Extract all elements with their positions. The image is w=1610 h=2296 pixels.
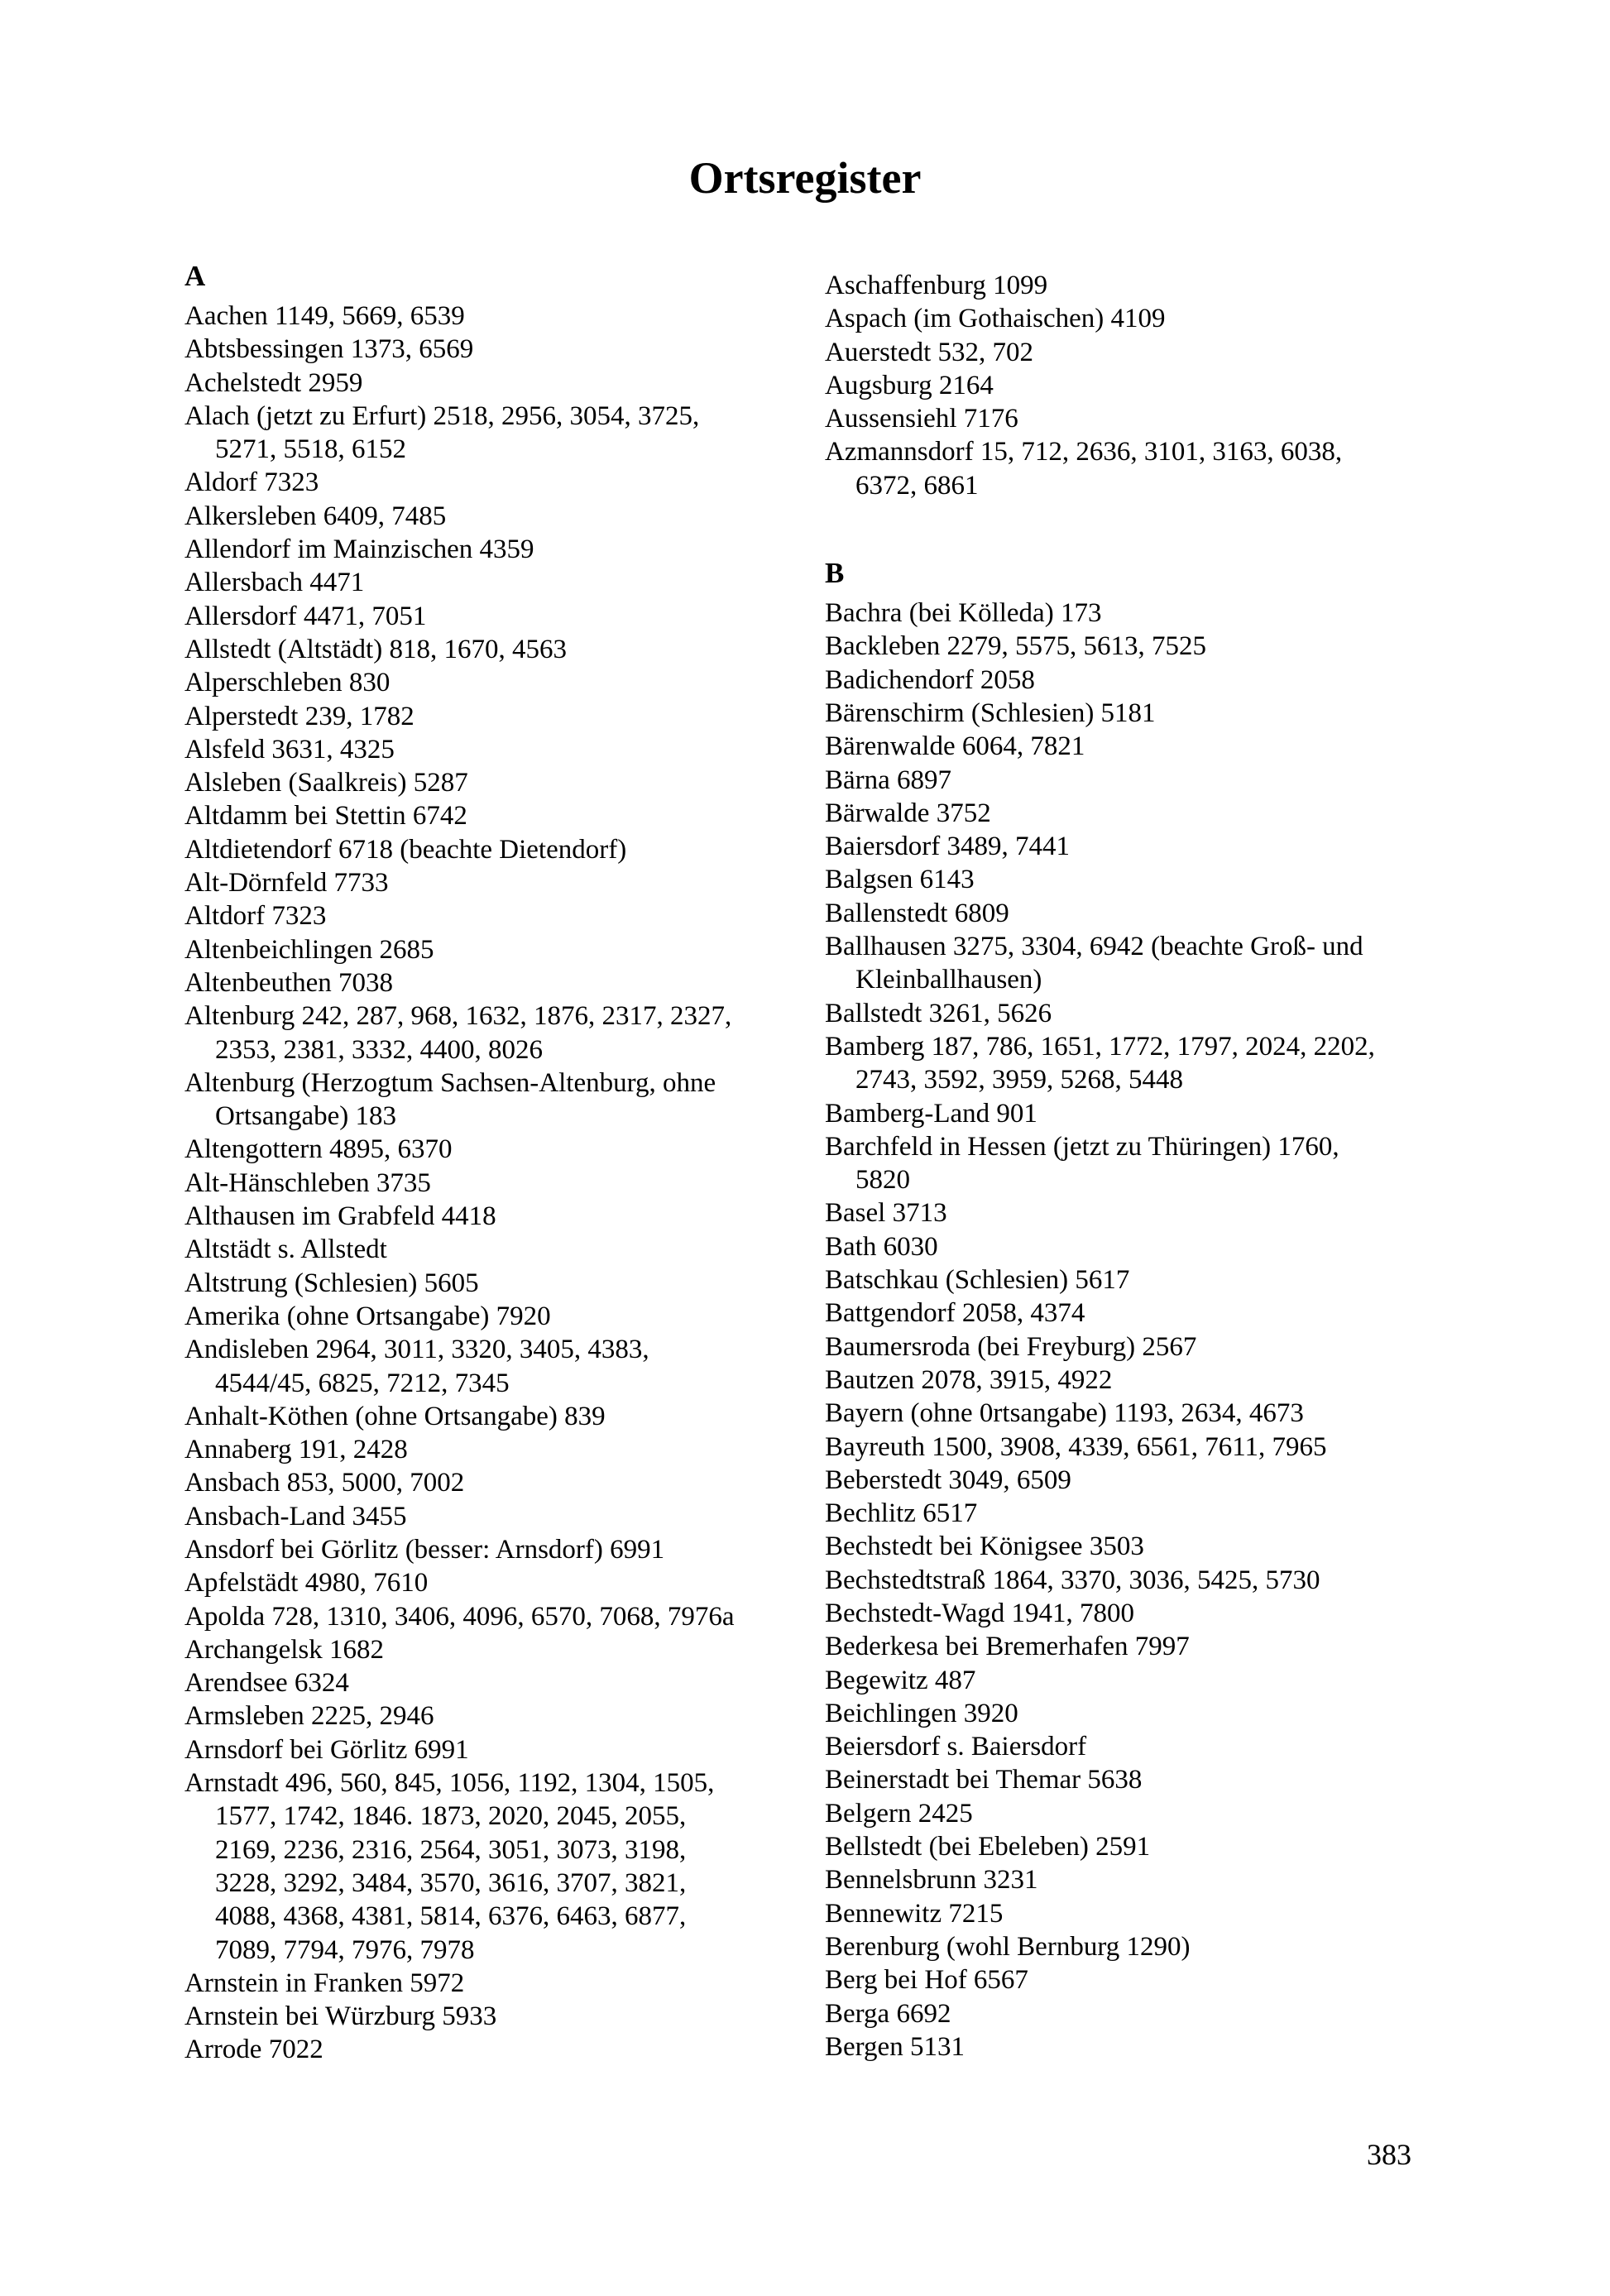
index-entry [184, 866, 830, 899]
index-entry-line: Bederkesa bei Bremerhafen 7997 [825, 1632, 1190, 1662]
index-entry-line: Allersbach 4471 [184, 568, 365, 598]
index-entry [184, 1566, 830, 1599]
index-entry-line: Altenbeichlingen 2685 [184, 934, 434, 965]
index-entry-line: Belgern 2425 [825, 1798, 973, 1829]
index-entry [184, 566, 830, 599]
index-entry-line: Bärna 6897 [825, 765, 952, 795]
index-entry-continuation: 5271, 5518, 6152 [215, 434, 406, 465]
index-entry [825, 1664, 1470, 1697]
index-entry [184, 1200, 830, 1233]
index-entry [184, 500, 830, 533]
index-entry-line: Althausen im Grabfeld 4418 [184, 1201, 496, 1232]
index-entry-line: Alsfeld 3631, 4325 [184, 734, 395, 765]
index-entry-line: Augsburg 2164 [825, 370, 994, 400]
index-section [825, 557, 1470, 2064]
index-entry-line: Arrode 7022 [184, 2035, 323, 2065]
index-entry-line: Bechstedt bei Königsee 3503 [825, 1531, 1144, 1562]
index-entry [184, 666, 830, 699]
index-entry [825, 1130, 1470, 1197]
index-entry-line: Begewitz 487 [825, 1665, 976, 1695]
index-entry-continuation: 4088, 4368, 4381, 5814, 6376, 6463, 6877, [215, 1901, 687, 1932]
index-entry [825, 1230, 1470, 1263]
index-entry [184, 1500, 830, 1533]
index-entry [184, 533, 830, 566]
index-entry-line: Bamberg-Land 901 [825, 1098, 1037, 1129]
index-entry-line: Armsleben 2225, 2946 [184, 1701, 434, 1732]
index-entry-line: Ballenstedt 6809 [825, 898, 1009, 928]
index-entry-line: Baumersroda (bei Freyburg) 2567 [825, 1331, 1197, 1362]
index-entry-line: Alach (jetzt zu Erfurt) 2518, 2956, 3054, 3725, [184, 400, 700, 431]
index-entry [184, 1267, 830, 1300]
index-entry [825, 697, 1470, 730]
index-entry [184, 1666, 830, 1699]
index-entry-line: Aachen 1149, 5669, 6539 [184, 301, 465, 331]
index-entry [184, 733, 830, 766]
index-entry-line: Batschkau (Schlesien) 5617 [825, 1265, 1130, 1296]
index-entry [825, 1330, 1470, 1364]
index-entry [825, 1997, 1470, 2030]
index-entry [184, 1167, 830, 1200]
index-entry [184, 1133, 830, 1166]
index-entry [184, 700, 830, 733]
index-entry [825, 830, 1470, 863]
index-entry [825, 269, 1470, 302]
index-entry-line: Beinerstadt bei Themar 5638 [825, 1765, 1143, 1795]
index-entry-line: Andisleben 2964, 3011, 3320, 3405, 4383, [184, 1335, 649, 1365]
index-entry [825, 2030, 1470, 2064]
index-entry-line: Battgendorf 2058, 4374 [825, 1298, 1085, 1329]
index-entry-continuation: Kleinballhausen) [855, 965, 1042, 995]
index-entry [825, 1797, 1470, 1830]
index-entry [184, 933, 830, 966]
index-entry-line: Bechstedtstraß 1864, 3370, 3036, 5425, 5730 [825, 1565, 1320, 1595]
index-entry [825, 1930, 1470, 1963]
section-letter-heading: A [184, 260, 206, 292]
index-entry [825, 1897, 1470, 1930]
index-entry-line: Altdorf 7323 [184, 901, 327, 932]
index-entry-line: Achelstedt 2959 [184, 367, 363, 398]
index-entry [825, 597, 1470, 630]
index-entry-line: Bärwalde 3752 [825, 798, 991, 828]
index-entry [825, 336, 1470, 369]
index-entry [184, 1300, 830, 1333]
index-entry [184, 367, 830, 400]
index-entry-line: Alt-Hänschleben 3735 [184, 1167, 431, 1198]
index-entry [184, 1533, 830, 1566]
index-entry [825, 1297, 1470, 1330]
index-entry [825, 1863, 1470, 1896]
index-entry [184, 966, 830, 999]
index-entry-continuation: 3228, 3292, 3484, 3570, 3616, 3707, 3821, [215, 1867, 687, 1898]
index-entry-line: Bärenschirm (Schlesien) 5181 [825, 697, 1156, 728]
index-entry [825, 1464, 1470, 1497]
index-entry-line: Altstädt s. Allstedt [184, 1234, 387, 1265]
index-entry [825, 664, 1470, 697]
index-entry-line: Altenburg (Herzogtum Sachsen-Altenburg, ohne [184, 1067, 716, 1098]
index-entry [825, 1697, 1470, 1730]
index-entry [184, 1400, 830, 1433]
index-entry-line: Auerstedt 532, 702 [825, 337, 1034, 367]
index-entry [825, 1196, 1470, 1229]
index-entry-line: Bayern (ohne 0rtsangabe) 1193, 2634, 4673 [825, 1398, 1304, 1429]
index-entry-line: Amerika (ohne Ortsangabe) 7920 [184, 1301, 551, 1331]
index-entry [184, 1333, 830, 1400]
index-entry [825, 1597, 1470, 1630]
index-entry-line: Alsleben (Saalkreis) 5287 [184, 768, 468, 798]
index-entry-line: Anhalt-Köthen (ohne Ortsangabe) 839 [184, 1401, 606, 1431]
index-entry-line: Alperschleben 830 [184, 668, 391, 698]
index-entry-line: Badichendorf 2058 [825, 664, 1035, 695]
index-entry [184, 1433, 830, 1466]
index-entry [825, 1263, 1470, 1297]
index-entry-line: Aschaffenburg 1099 [825, 271, 1048, 300]
index-entry [184, 1733, 830, 1766]
index-entry-line: Altdietendorf 6718 (beachte Dietendorf) [184, 834, 627, 865]
index-entry-line: Altenbeuthen 7038 [184, 967, 394, 998]
index-entry-line: Bachra (bei Kölleda) 173 [825, 598, 1102, 629]
index-entry-continuation: 2743, 3592, 3959, 5268, 5448 [855, 1065, 1183, 1095]
index-entry-line: Bayreuth 1500, 3908, 4339, 6561, 7611, 7965 [825, 1431, 1327, 1462]
index-entry [184, 1699, 830, 1733]
index-entry-line: Altdamm bei Stettin 6742 [184, 801, 467, 832]
index-entry [825, 1830, 1470, 1863]
index-entry [825, 369, 1470, 402]
index-entry [184, 1067, 830, 1134]
index-entry [184, 633, 830, 666]
index-entry-line: Ballstedt 3261, 5626 [825, 998, 1052, 1028]
index-entry [825, 897, 1470, 930]
index-entry [184, 1766, 830, 1967]
index-entry [825, 1630, 1470, 1663]
index-entry [825, 1763, 1470, 1796]
section-letter-heading: B [825, 557, 845, 590]
index-entry [184, 466, 830, 499]
index-entry [825, 930, 1470, 997]
index-entry [184, 300, 830, 333]
index-entry-continuation: 5820 [855, 1165, 910, 1196]
index-section [184, 260, 830, 2067]
index-entry-line: Arnstein in Franken 5972 [184, 1968, 465, 1998]
index-entry-continuation: 4544/45, 6825, 7212, 7345 [215, 1368, 510, 1398]
index-entry [184, 799, 830, 832]
index-entry-line: Bamberg 187, 786, 1651, 1772, 1797, 2024, 2202, [825, 1031, 1375, 1062]
index-entry [825, 1530, 1470, 1563]
index-entry-continuation: 2169, 2236, 2316, 2564, 3051, 3073, 3198, [215, 1834, 687, 1865]
index-entry-continuation: 1577, 1742, 1846. 1873, 2020, 2045, 2055, [215, 1801, 687, 1832]
index-entry-line: Bellstedt (bei Ebeleben) 2591 [825, 1832, 1151, 1862]
index-entry-line: Backleben 2279, 5575, 5613, 7525 [825, 631, 1207, 662]
index-entry-line: Alperstedt 239, 1782 [184, 701, 414, 731]
index-entry [825, 730, 1470, 763]
index-entry-line: Apfelstädt 4980, 7610 [184, 1568, 429, 1599]
index-column-left [184, 260, 830, 2067]
index-entry [825, 1030, 1470, 1097]
index-entry-line: Baiersdorf 3489, 7441 [825, 832, 1071, 862]
page-title: Ortsregister [688, 153, 922, 203]
index-entry-line: Bautzen 2078, 3915, 4922 [825, 1364, 1113, 1395]
index-entry [825, 764, 1470, 797]
index-entry-line: Bärenwalde 6064, 7821 [825, 731, 1085, 762]
index-entry-line: Altenburg 242, 287, 968, 1632, 1876, 2317, 2327, [184, 1001, 732, 1032]
index-entry-line: Annaberg 191, 2428 [184, 1435, 408, 1465]
index-entry-line: Aussensiehl 7176 [825, 404, 1018, 434]
page-number: 383 [1367, 2138, 1411, 2171]
index-entry-line: Alt-Dörnfeld 7733 [184, 868, 389, 899]
index-entry [184, 1633, 830, 1666]
index-entry-line: Arnsdorf bei Görlitz 6991 [184, 1734, 469, 1765]
index-entry-line: Berg bei Hof 6567 [825, 1965, 1028, 1996]
index-entry [184, 833, 830, 866]
index-entry-continuation: 6372, 6861 [855, 470, 979, 501]
index-entry-continuation: 7089, 7794, 7976, 7978 [215, 1934, 475, 1965]
index-entry-line: Arnstadt 496, 560, 845, 1056, 1192, 1304, 1505, [184, 1768, 715, 1799]
index-entry-line: Beberstedt 3049, 6509 [825, 1464, 1071, 1495]
index-entry [825, 402, 1470, 435]
index-entry [825, 1397, 1470, 1430]
index-entry [184, 600, 830, 633]
index-entry [825, 1963, 1470, 1996]
index-entry-line: Abtsbessingen 1373, 6569 [184, 334, 474, 365]
index-section [825, 269, 1470, 502]
index-entry [184, 1967, 830, 2000]
index-entry-line: Bechstedt-Wagd 1941, 7800 [825, 1598, 1135, 1628]
index-entry-line: Berenburg (wohl Bernburg 1290) [825, 1931, 1191, 1962]
index-entry-line: Bechlitz 6517 [825, 1498, 978, 1529]
index-entry [825, 797, 1470, 830]
index-entry-line: Balgsen 6143 [825, 865, 975, 895]
index-entry-line: Alkersleben 6409, 7485 [184, 501, 447, 531]
index-entry [825, 1097, 1470, 1130]
index-entry-line: Beichlingen 3920 [825, 1698, 1018, 1728]
index-entry [184, 766, 830, 799]
index-entry [825, 302, 1470, 335]
index-entry-line: Arendsee 6324 [184, 1668, 349, 1699]
index-entry [825, 1431, 1470, 1464]
index-entry [825, 1497, 1470, 1530]
index-entry-line: Beiersdorf s. Baiersdorf [825, 1732, 1087, 1762]
index-entry-line: Bennelsbrunn 3231 [825, 1865, 1038, 1896]
index-entry-line: Basel 3713 [825, 1198, 947, 1229]
index-entry [184, 2033, 830, 2066]
index-entry [825, 997, 1470, 1030]
index-entry-line: Ansbach-Land 3455 [184, 1501, 407, 1531]
index-entry-line: Bergen 5131 [825, 2031, 965, 2062]
index-entry-line: Bath 6030 [825, 1231, 938, 1262]
index-entry-line: Bennewitz 7215 [825, 1898, 1004, 1929]
index-entry-line: Allstedt (Altstädt) 818, 1670, 4563 [184, 634, 567, 664]
index-entry-continuation: 2353, 2381, 3332, 4400, 8026 [215, 1034, 543, 1065]
index-entry-line: Apolda 728, 1310, 3406, 4096, 6570, 7068, 7976a [184, 1601, 735, 1632]
index-entry [184, 1600, 830, 1633]
index-entry [184, 999, 830, 1067]
index-entry-line: Ballhausen 3275, 3304, 6942 (beachte Groß- und [825, 932, 1363, 962]
index-entry [184, 899, 830, 932]
index-entry-line: Barchfeld in Hessen (jetzt zu Thüringen) 1760, [825, 1131, 1339, 1162]
index-entry [825, 630, 1470, 663]
index-entry [184, 1466, 830, 1499]
index-entry-line: Arnstein bei Würzburg 5933 [184, 2001, 497, 2032]
index-entry-line: Ansbach 853, 5000, 7002 [184, 1468, 465, 1498]
index-entry-line: Archangelsk 1682 [184, 1634, 385, 1665]
index-entry-line: Aspach (im Gothaischen) 4109 [825, 304, 1166, 334]
index-entry-line: Altstrung (Schlesien) 5605 [184, 1268, 479, 1298]
index-entry-line: Berga 6692 [825, 1998, 951, 2029]
index-entry [825, 863, 1470, 896]
index-entry [184, 1233, 830, 1266]
index-entry [825, 1364, 1470, 1397]
index-column-right [825, 269, 1470, 2064]
index-entry-line: Allendorf im Mainzischen 4359 [184, 534, 534, 565]
index-entry-line: Aldorf 7323 [184, 467, 319, 498]
index-entry-line: Altengottern 4895, 6370 [184, 1134, 453, 1165]
index-entry [825, 1564, 1470, 1597]
index-entry [184, 400, 830, 467]
index-entry [825, 1730, 1470, 1763]
index-entry-line: Ansdorf bei Görlitz (besser: Arnsdorf) 6991 [184, 1534, 665, 1565]
index-entry [184, 2000, 830, 2033]
index-entry-continuation: Ortsangabe) 183 [215, 1101, 397, 1132]
index-entry-line: Azmannsdorf 15, 712, 2636, 3101, 3163, 6038, [825, 437, 1343, 467]
index-entry [184, 333, 830, 366]
index-entry-line: Allersdorf 4471, 7051 [184, 601, 427, 631]
index-entry [825, 435, 1470, 502]
